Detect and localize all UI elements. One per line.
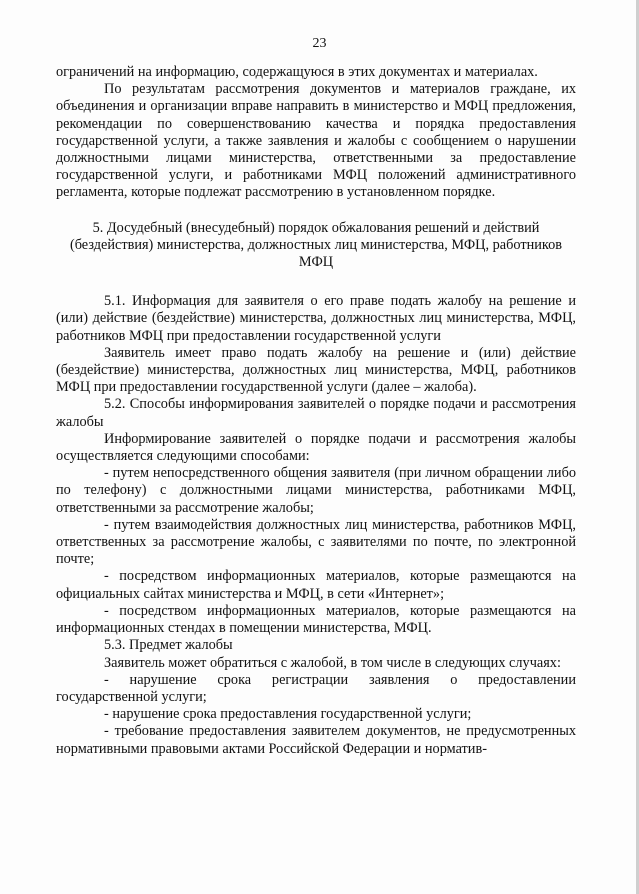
paragraph: ограничений на информацию, содержащуюся в этих документах и материалах. (56, 64, 538, 80)
page-number: 23 (312, 36, 327, 51)
section-heading: 5. Досудебный (внесудебный) порядок обжалования решений и действий (бездействия) министерства, должностных лиц министерства, МФЦ, работников МФЦ (69, 219, 563, 271)
list-item: - нарушение срока предоставления государственной услуги; (104, 706, 472, 723)
paragraph: По результатам рассмотрения документов и материалов граждане, их объединения и организации вправе направить в министерство и МФЦ предложения, рекомендации по совершенствованию качества и порядка предоставления государственной услуги, а также заявления и жалобы с сообщением о нарушении должностными лицами министерства, ответственными за предоставление государственной услуги, и работниками МФЦ положений административного регламента, которые подлежат рассмотрению в установленном порядке. (56, 81, 576, 201)
paragraph: Заявитель имеет право подать жалобу на решение и (или) действие (бездействие) министерства, должностных лиц министерства, МФЦ, работников МФЦ при предоставлении государственной услуги (далее – жалоба). (56, 344, 576, 396)
list-item: - путем взаимодействия должностных лиц министерства, работников МФЦ, ответственных за рассмотрение жалобы, с заявителями по почте, по электронной почте; (56, 516, 576, 568)
document-body (56, 64, 576, 758)
paragraph: 5.3. Предмет жалобы (104, 637, 233, 654)
list-item: - требование предоставления заявителем документов, не предусмотренных нормативными правовыми актами Российской Федерации и норматив- (56, 723, 576, 757)
list-item: - посредством информационных материалов, которые размещаются на информационных стендах в помещении министерства, МФЦ. (56, 602, 576, 637)
list-item: - путем непосредственного общения заявителя (при личном обращении либо по телефону) с должностными лицами министерства, работниками МФЦ, ответственными за рассмотрение жалобы; (56, 465, 576, 516)
paragraph: Заявитель может обратиться с жалобой, в том числе в следующих случаях: (104, 654, 561, 671)
paragraph: 5.1. Информация для заявителя о его праве подать жалобу на решение и (или) действие (бездействие) министерства, должностных лиц министерства, МФЦ, работников МФЦ при предоставлении государственной услуги (56, 293, 576, 344)
list-item: - посредством информационных материалов, которые размещаются на официальных сайтах министерства и МФЦ, в сети «Интернет»; (56, 568, 576, 602)
paragraph: Информирование заявителей о порядке подачи и рассмотрения жалобы осуществляется следующими способами: (56, 430, 576, 465)
list-item: - нарушение срока регистрации заявления о предоставлении государственной услуги; (56, 671, 576, 705)
paragraph: 5.2. Способы информирования заявителей о порядке подачи и рассмотрения жалобы (56, 396, 576, 430)
